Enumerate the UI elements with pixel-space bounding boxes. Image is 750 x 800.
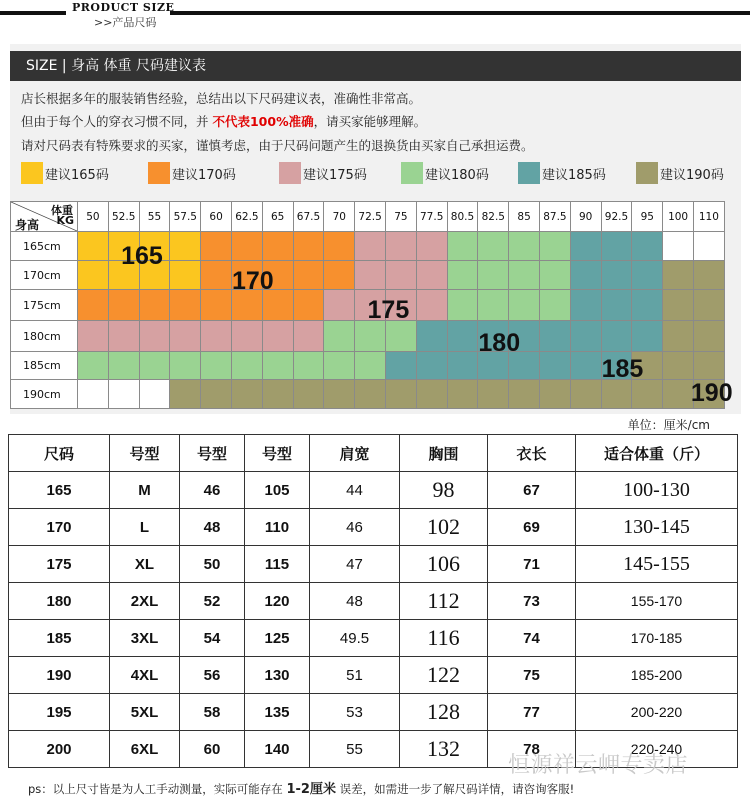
legend-item	[148, 162, 236, 184]
table-cell: 105	[245, 472, 310, 509]
size-cell	[509, 290, 540, 321]
size-cell	[540, 380, 571, 409]
region-size-label: 170	[232, 266, 274, 295]
legend-label: 建议190码	[660, 167, 724, 183]
size-cell	[170, 290, 201, 321]
size-cell	[417, 261, 448, 290]
legend-label: 建议175码	[303, 167, 367, 183]
weight-header-cell: 57.5	[170, 201, 201, 232]
table-cell: 170-185	[576, 620, 738, 657]
size-cell	[170, 352, 201, 380]
size-cell	[571, 261, 602, 290]
size-cell	[324, 380, 355, 409]
table-cell: 60	[180, 731, 245, 768]
intro-line	[21, 89, 421, 107]
table-header-cell: 胸围	[400, 435, 488, 472]
height-row-label: 175cm	[10, 290, 78, 321]
size-cell	[78, 352, 109, 380]
table-cell: 50	[180, 546, 245, 583]
table-cell: 52	[180, 583, 245, 620]
size-cell	[571, 321, 602, 352]
table-header-cell: 衣长	[488, 435, 576, 472]
table-cell: 77	[488, 694, 576, 731]
size-cell	[201, 352, 232, 380]
table-cell: 67	[488, 472, 576, 509]
size-cell	[201, 261, 232, 290]
table-cell: 6XL	[110, 731, 180, 768]
table-cell: 44	[310, 472, 400, 509]
corner-unit-label: KG	[56, 214, 74, 227]
legend-label: 建议180码	[425, 167, 489, 183]
table-cell: 98	[400, 472, 488, 509]
table-row	[9, 620, 738, 657]
size-cell	[571, 290, 602, 321]
table-cell: 128	[400, 694, 488, 731]
table-header-cell: 号型	[180, 435, 245, 472]
table-row	[9, 509, 738, 546]
table-cell: 220-240	[576, 731, 738, 768]
table-cell: 58	[180, 694, 245, 731]
size-cell	[78, 232, 109, 261]
size-cell	[263, 321, 294, 352]
region-size-label: 190	[690, 378, 733, 407]
size-cell	[694, 232, 725, 261]
size-cell	[386, 232, 417, 261]
table-cell: 170	[9, 509, 110, 546]
table-cell: M	[110, 472, 180, 509]
weight-header-cell: 52.5	[109, 201, 140, 232]
table-cell: 140	[245, 731, 310, 768]
legend-swatch	[636, 162, 658, 184]
size-cell	[386, 261, 417, 290]
size-cell	[170, 321, 201, 352]
height-row-label: 165cm	[10, 232, 78, 261]
table-header-cell: 尺码	[9, 435, 110, 472]
size-cell	[78, 261, 109, 290]
header-title-en: PRODUCT SIZE	[72, 1, 175, 14]
size-cell	[109, 290, 140, 321]
weight-header-cell: 95	[632, 201, 663, 232]
table-cell: 49.5	[310, 620, 400, 657]
weight-header-cell: 72.5	[355, 201, 386, 232]
grid-corner	[10, 201, 78, 232]
legend-swatch	[21, 162, 43, 184]
size-cell	[632, 261, 663, 290]
table-cell: 130	[245, 657, 310, 694]
size-cell	[663, 380, 694, 409]
legend-swatch	[148, 162, 170, 184]
table-cell: 5XL	[110, 694, 180, 731]
corner-weight-label: 体重	[51, 204, 73, 217]
footnote-highlight: 1-2厘米	[286, 782, 336, 797]
intro-segment: ，请买家能够理解。	[313, 114, 427, 129]
table-cell: 78	[488, 731, 576, 768]
size-cell	[448, 290, 479, 321]
table-cell: 200-220	[576, 694, 738, 731]
table-cell: 185	[9, 620, 110, 657]
size-cell	[540, 261, 571, 290]
legend-swatch	[518, 162, 540, 184]
size-cell	[140, 380, 171, 409]
weight-header-cell: 92.5	[602, 201, 633, 232]
table-cell: 190	[9, 657, 110, 694]
region-size-label: 180	[478, 328, 521, 357]
weight-header-cell: 100	[663, 201, 694, 232]
weight-header-cell: 50	[78, 201, 109, 232]
size-cell	[324, 290, 355, 321]
size-cell	[602, 290, 633, 321]
weight-header-cell: 80.5	[448, 201, 479, 232]
size-cell	[694, 352, 725, 380]
table-row	[9, 694, 738, 731]
size-cell	[694, 290, 725, 321]
size-cell	[571, 352, 602, 380]
legend-item	[636, 162, 724, 184]
size-cell	[571, 232, 602, 261]
table-cell: 100-130	[576, 472, 738, 509]
size-cell	[140, 321, 171, 352]
table-header-cell: 适合体重（斤）	[576, 435, 738, 472]
table-cell: 3XL	[110, 620, 180, 657]
legend-item	[518, 162, 606, 184]
size-cell	[540, 321, 571, 352]
weight-header-cell: 110	[694, 201, 725, 232]
size-cell	[78, 321, 109, 352]
size-cell	[201, 232, 232, 261]
footnote-before: ps：以上尺寸皆是为人工手动测量，实际可能存在	[28, 782, 287, 796]
size-cell	[632, 290, 663, 321]
panel-title: SIZE | 身高 体重 尺码建议表	[10, 51, 741, 81]
table-cell: 115	[245, 546, 310, 583]
size-cell	[478, 290, 509, 321]
size-cell	[355, 232, 386, 261]
table-cell: 48	[310, 583, 400, 620]
height-row-label: 190cm	[10, 380, 78, 409]
table-cell: 4XL	[110, 657, 180, 694]
weight-header-cell: 65	[263, 201, 294, 232]
size-cell	[170, 232, 201, 261]
table-cell: XL	[110, 546, 180, 583]
table-cell: 116	[400, 620, 488, 657]
weight-header-cell: 55	[140, 201, 171, 232]
table-cell: 145-155	[576, 546, 738, 583]
table-cell: 54	[180, 620, 245, 657]
size-cell	[201, 290, 232, 321]
size-cell	[386, 321, 417, 352]
size-cell	[663, 321, 694, 352]
intro-segment: 请对尺码表有特殊要求的买家，谨慎考虑，由于尺码问题产生的退换货由买家自己承担运费。	[21, 138, 534, 153]
legend-label: 建议165码	[45, 167, 109, 183]
table-cell: 106	[400, 546, 488, 583]
height-row-label: 170cm	[10, 261, 78, 290]
size-cell	[602, 380, 633, 409]
size-cell	[663, 261, 694, 290]
table-row	[9, 472, 738, 509]
table-cell: 122	[400, 657, 488, 694]
size-cell	[602, 261, 633, 290]
weight-header-cell: 67.5	[294, 201, 325, 232]
size-cell	[232, 232, 263, 261]
legend	[21, 162, 736, 184]
legend-item	[21, 162, 109, 184]
size-cell	[509, 232, 540, 261]
size-cell	[109, 380, 140, 409]
legend-item	[279, 162, 367, 184]
table-header-cell: 号型	[245, 435, 310, 472]
size-cell	[540, 232, 571, 261]
table-row	[9, 546, 738, 583]
footnote-after: 误差，如需进一步了解尺码详情，请咨询客服!	[335, 782, 575, 796]
table-header-cell: 肩宽	[310, 435, 400, 472]
legend-label: 建议170码	[172, 167, 236, 183]
table-cell: 75	[488, 657, 576, 694]
size-cell	[663, 290, 694, 321]
size-cell	[170, 261, 201, 290]
size-cell	[448, 232, 479, 261]
size-cell	[109, 352, 140, 380]
store-watermark: 恒源祥云岬专卖店	[508, 753, 689, 778]
size-cell	[417, 321, 448, 352]
table-cell: 73	[488, 583, 576, 620]
table-cell: 46	[180, 472, 245, 509]
size-cell	[263, 232, 294, 261]
weight-header-cell: 77.5	[417, 201, 448, 232]
size-cell	[263, 352, 294, 380]
weight-header-cell: 82.5	[478, 201, 509, 232]
size-cell	[540, 352, 571, 380]
table-cell: 135	[245, 694, 310, 731]
size-cell	[417, 380, 448, 409]
legend-label: 建议185码	[542, 167, 606, 183]
size-cell	[324, 321, 355, 352]
size-cell	[170, 380, 201, 409]
size-cell	[294, 290, 325, 321]
table-cell: 55	[310, 731, 400, 768]
size-cell	[632, 321, 663, 352]
table-cell: 155-170	[576, 583, 738, 620]
height-row-label: 185cm	[10, 352, 78, 380]
table-cell: 102	[400, 509, 488, 546]
table-cell: 71	[488, 546, 576, 583]
table-cell: 46	[310, 509, 400, 546]
size-cell	[386, 352, 417, 380]
weight-header-cell: 87.5	[540, 201, 571, 232]
size-cell	[78, 380, 109, 409]
table-cell: 195	[9, 694, 110, 731]
weight-header-cell: 75	[386, 201, 417, 232]
size-cell	[294, 352, 325, 380]
size-cell	[140, 352, 171, 380]
size-cell	[232, 380, 263, 409]
size-cell	[109, 321, 140, 352]
size-cell	[232, 321, 263, 352]
size-cell	[355, 321, 386, 352]
table-cell: 74	[488, 620, 576, 657]
size-cell	[478, 380, 509, 409]
table-row	[9, 657, 738, 694]
height-row-label: 180cm	[10, 321, 78, 352]
weight-header-cell: 60	[201, 201, 232, 232]
size-cell	[663, 232, 694, 261]
size-cell	[632, 232, 663, 261]
table-cell: 2XL	[110, 583, 180, 620]
size-cell	[417, 352, 448, 380]
table-cell: 200	[9, 731, 110, 768]
size-cell	[263, 380, 294, 409]
table-header-cell: 号型	[110, 435, 180, 472]
intro-line	[21, 136, 534, 154]
unit-label: 单位：厘米/cm	[627, 418, 710, 432]
footnote	[28, 778, 574, 797]
size-cell	[448, 321, 479, 352]
weight-header-cell: 85	[509, 201, 540, 232]
legend-item	[401, 162, 489, 184]
region-size-label: 185	[601, 354, 644, 383]
table-header-row	[9, 435, 738, 472]
region-size-label: 165	[121, 242, 163, 271]
table-cell: 175	[9, 546, 110, 583]
size-cell	[294, 232, 325, 261]
intro-warning: 不代表100%准确	[212, 114, 314, 129]
legend-swatch	[401, 162, 423, 184]
size-cell	[663, 352, 694, 380]
size-cell	[694, 321, 725, 352]
table-cell: 47	[310, 546, 400, 583]
size-cell	[355, 352, 386, 380]
size-cell	[509, 380, 540, 409]
size-cell	[355, 380, 386, 409]
size-cell	[448, 261, 479, 290]
table-cell: 185-200	[576, 657, 738, 694]
size-cell	[478, 232, 509, 261]
header-title-cn: >>产品尺码	[94, 16, 157, 29]
size-cell	[355, 261, 386, 290]
table-cell: 51	[310, 657, 400, 694]
size-cell	[417, 290, 448, 321]
size-cell	[78, 290, 109, 321]
corner-height-label: 身高	[15, 218, 40, 232]
size-cell	[509, 261, 540, 290]
intro-segment: 但由于每个人的穿衣习惯不同，并	[21, 114, 213, 129]
size-cell	[448, 352, 479, 380]
table-cell: 130-145	[576, 509, 738, 546]
size-cell	[201, 380, 232, 409]
legend-swatch	[279, 162, 301, 184]
intro-segment: 店长根据多年的服装销售经验，总结出以下尺码建议表，准确性非常高。	[21, 91, 422, 106]
size-cell	[448, 380, 479, 409]
weight-header-cell: 70	[324, 201, 355, 232]
size-cell	[417, 232, 448, 261]
size-cell	[324, 352, 355, 380]
table-cell: 56	[180, 657, 245, 694]
table-cell: L	[110, 509, 180, 546]
size-cell	[294, 380, 325, 409]
size-cell	[232, 352, 263, 380]
page-header	[0, 0, 750, 30]
size-cell	[540, 290, 571, 321]
table-cell: 165	[9, 472, 110, 509]
table-cell: 180	[9, 583, 110, 620]
table-row	[9, 583, 738, 620]
size-cell	[602, 232, 633, 261]
size-cell	[571, 380, 602, 409]
size-table	[8, 434, 738, 768]
table-cell: 132	[400, 731, 488, 768]
table-cell: 48	[180, 509, 245, 546]
size-cell	[324, 232, 355, 261]
table-cell: 125	[245, 620, 310, 657]
size-cell	[140, 290, 171, 321]
size-cell	[324, 261, 355, 290]
weight-header-cell: 90	[571, 201, 602, 232]
size-cell	[294, 321, 325, 352]
table-cell: 53	[310, 694, 400, 731]
table-cell: 69	[488, 509, 576, 546]
size-cell	[694, 261, 725, 290]
size-cell	[478, 261, 509, 290]
size-cell	[201, 321, 232, 352]
size-cell	[602, 321, 633, 352]
region-size-label: 175	[367, 296, 410, 325]
table-cell: 110	[245, 509, 310, 546]
intro-line	[21, 112, 426, 130]
size-cell	[386, 380, 417, 409]
table-cell: 112	[400, 583, 488, 620]
size-cell	[632, 380, 663, 409]
size-cell	[294, 261, 325, 290]
weight-header-cell: 62.5	[232, 201, 263, 232]
table-cell: 120	[245, 583, 310, 620]
